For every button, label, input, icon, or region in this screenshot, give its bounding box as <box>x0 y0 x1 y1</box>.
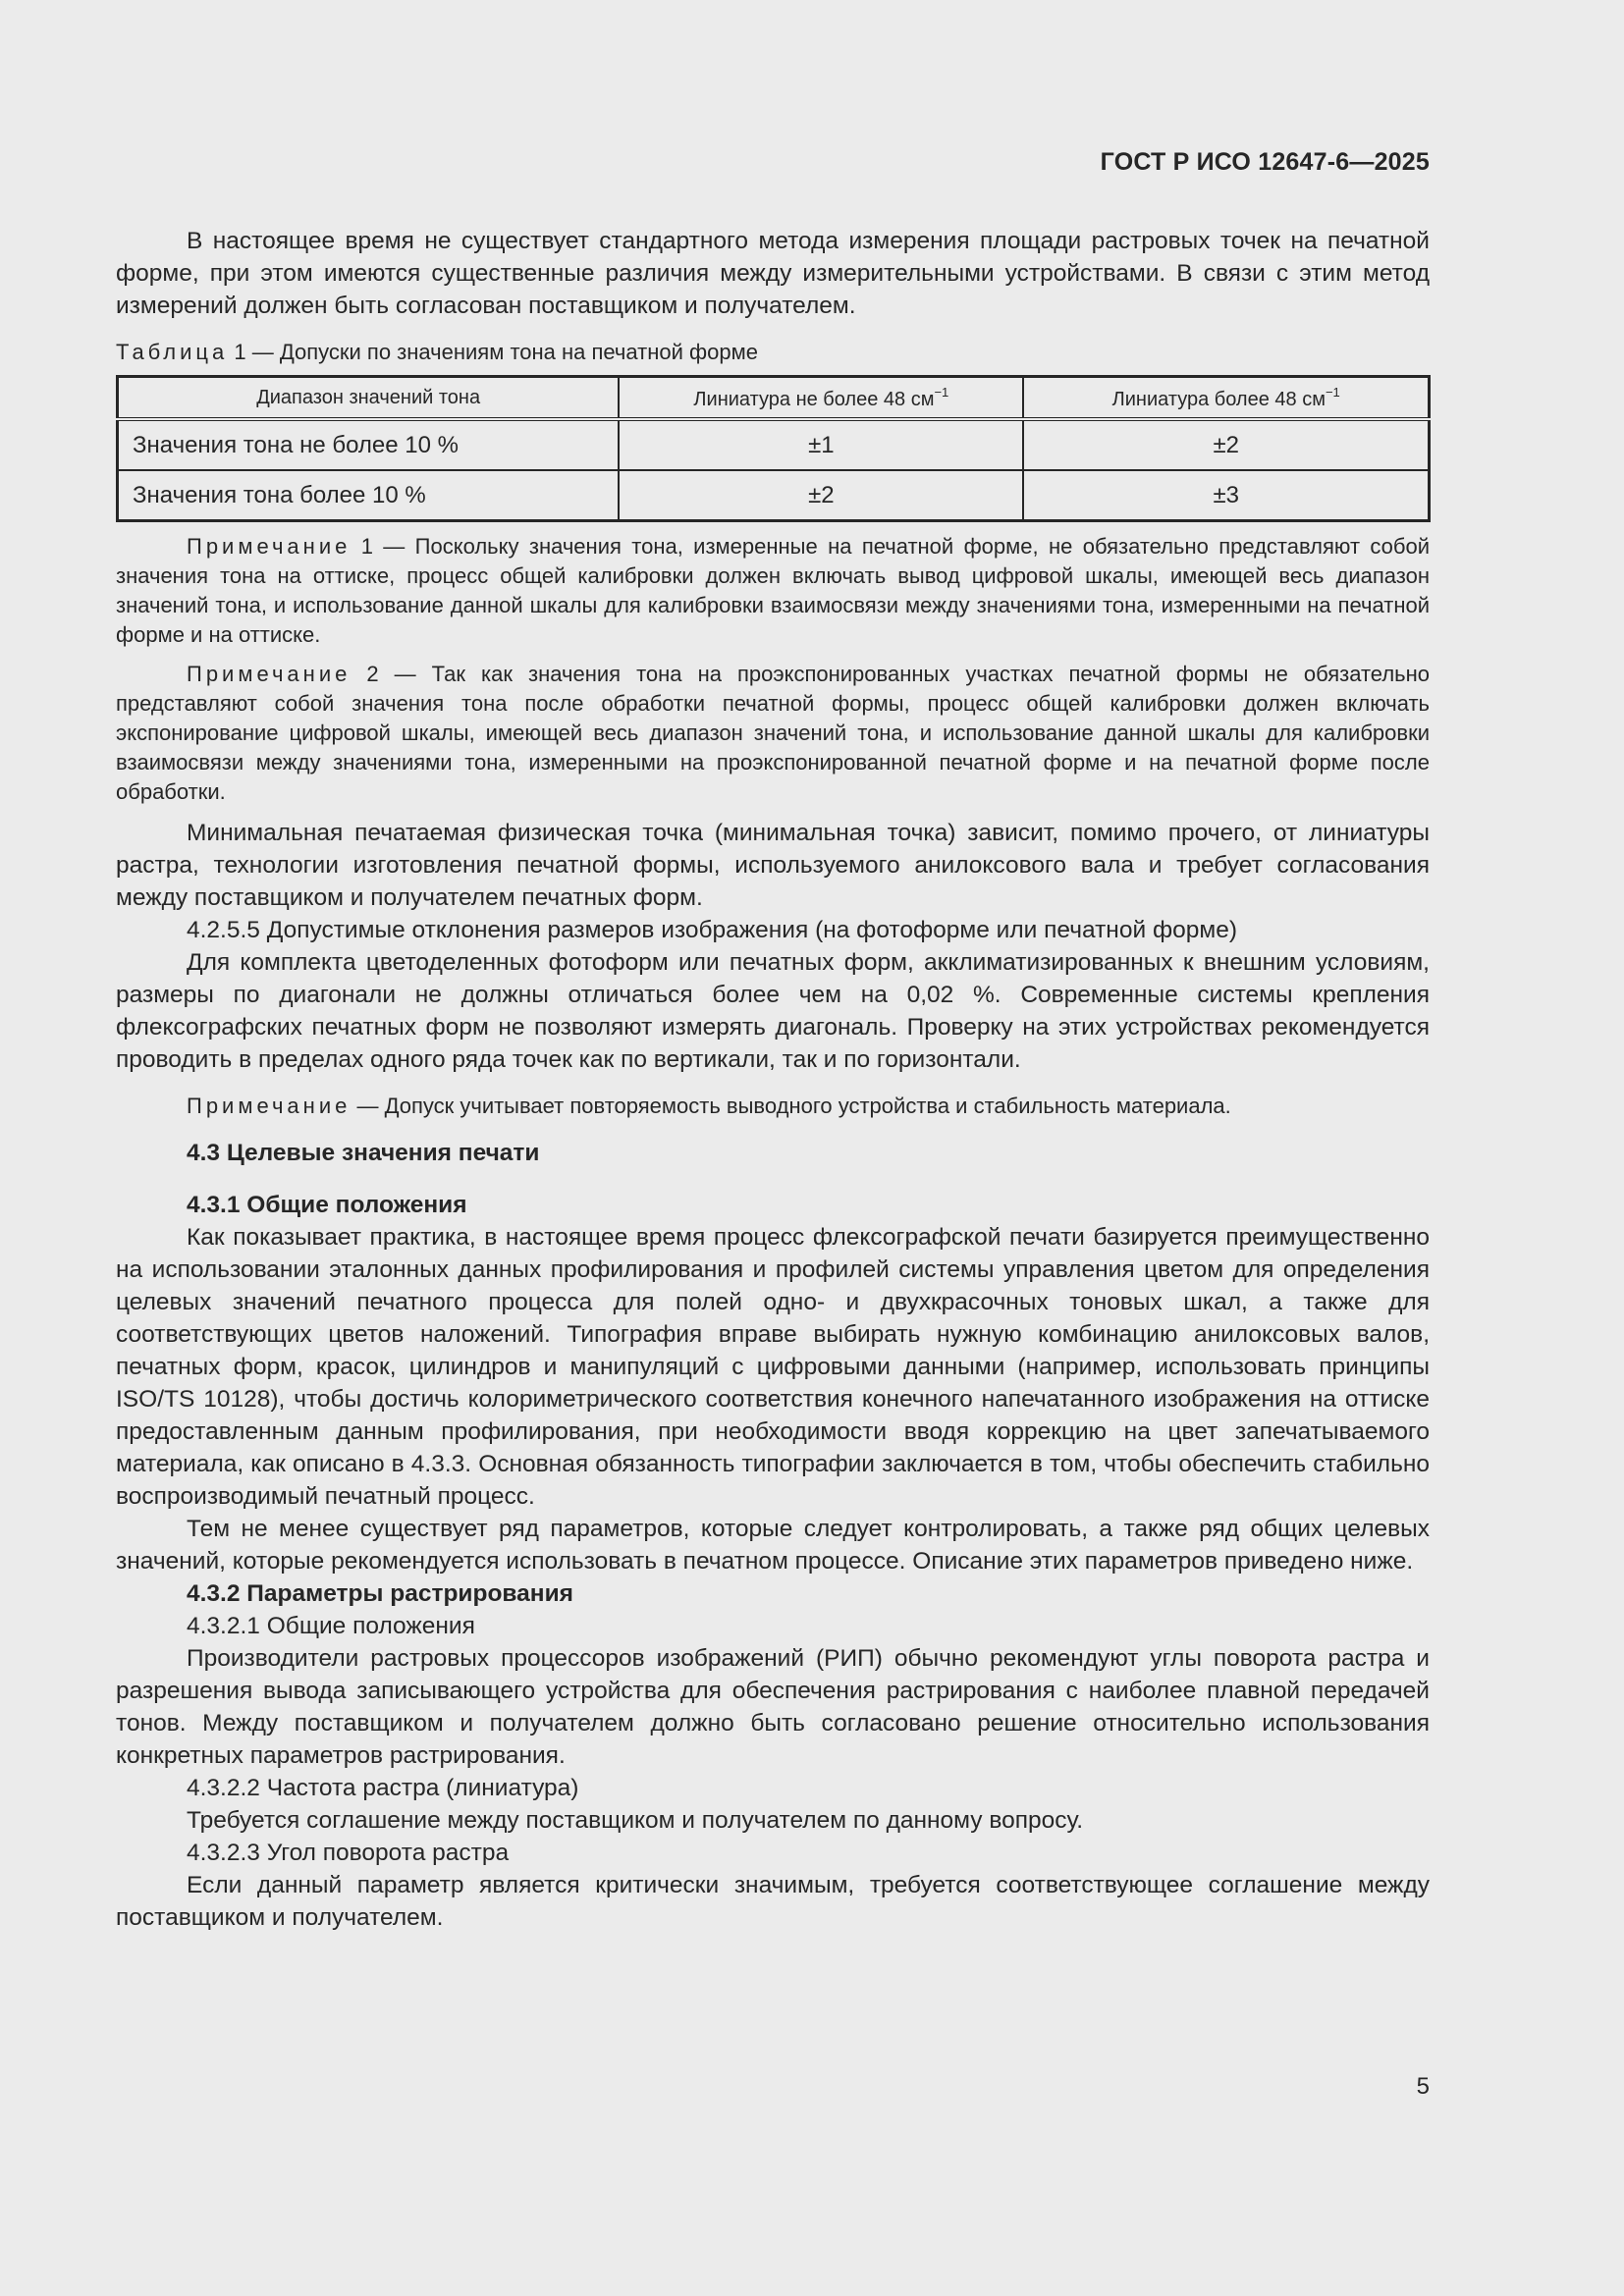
table-cell: ±3 <box>1023 470 1429 521</box>
heading-4-3-2: 4.3.2 Параметры растрирования <box>187 1580 573 1607</box>
table-header-cell <box>1023 377 1429 420</box>
note-2 <box>116 660 1430 807</box>
min-dot-paragraph: Минимальная печатаемая физическая точка (минимальная точка) зависит, помимо прочего, от линиатуры растра, технологии изготовления печатной формы, используемого анилоксового вала и требует согласования между поставщиком и получателем печатных форм. <box>116 820 1430 911</box>
superscript: −1 <box>1325 384 1340 400</box>
table-caption-text: 1 — Допуски по значениям тона на печатной форме <box>228 340 758 364</box>
document-header: ГОСТ Р ИСО 12647-6—2025 <box>1100 148 1430 176</box>
heading-4-3-2-1: 4.3.2.1 Общие положения <box>187 1613 475 1639</box>
superscript: −1 <box>934 384 949 400</box>
table-header-row <box>118 377 1430 420</box>
table-header-cell: Диапазон значений тона <box>118 377 620 420</box>
paragraph-4-3-1-a: Как показывает практика, в настоящее время процесс флексографской печати базируется преимущественно на использовании эталонных данных профилирования и профилей системы управления цветом для определения целевых значений печатного процесса для полей одно- и двухкрасочных тоновых шкал, а также для соответствующих цветов наложений. Типография вправе выбирать нужную комбинацию анилоксовых валов, печатных форм, красок, цилиндров и манипуляций с цифровыми данными (например, использовать принципы ISO/TS 10128), чтобы достичь колориметрического соответствия конечного напечатанного изображения на оттиске предоставленным данным профилирования, при необходимости вводя коррекцию на цвет запечатываемого материала, как описано в 4.3.3. Основная обязанность типографии заключается в том, чтобы обеспечить стабильно воспроизводимый печатный процесс. <box>116 1224 1430 1510</box>
note-text: 2 — Так как значения тона на проэкспонированных участках печатной формы не обязательно представляют собой значения тона после обработки печатной формы, процесс общей калибровки должен включать экспонирование цифровой шкалы, имеющей весь диапазон значений тона, и использование данной шкалы для калибровки взаимосвязи между значениями тона, измеренными на проэкспонированной печатной форме и на печатной форме после обработки. <box>116 662 1430 804</box>
note-label: Примечание <box>187 534 352 559</box>
table-header-text: Линиатура более 48 см <box>1111 388 1326 410</box>
note-label: Примечание <box>187 662 352 686</box>
page-number: 5 <box>1416 2073 1430 2100</box>
note-3 <box>116 1092 1430 1121</box>
paragraph-4-3-1-b: Тем не менее существует ряд параметров, которые следует контролировать, а также ряд общих целевых значений, которые рекомендуется использовать в печатном процессе. Описание этих параметров приведено ниже. <box>116 1516 1430 1575</box>
heading-4-3-1: 4.3.1 Общие положения <box>187 1192 467 1218</box>
heading-4-3: 4.3 Целевые значения печати <box>187 1140 540 1166</box>
note-1 <box>116 532 1430 650</box>
table-row <box>118 470 1430 521</box>
intro-paragraph: В настоящее время не существует стандартного метода измерения площади растровых точек на печатной форме, при этом имеются существенные различия между измерительными устройствами. В связи с этим метод измерений должен быть согласован поставщиком и получателем. <box>116 228 1430 319</box>
table-cell: ±2 <box>619 470 1023 521</box>
table-cell: Значения тона более 10 % <box>118 470 620 521</box>
tolerance-table <box>116 375 1431 522</box>
note-text: 1 — Поскольку значения тона, измеренные на печатной форме, не обязательно представляют собой значения тона на оттиске, процесс общей калибровки должен включать вывод цифровой шкалы, имеющей весь диапазон значений тона, и использование данной шкалы для калибровки взаимосвязи между значениями тона, измеренными на печатной форме и на оттиске. <box>116 534 1430 647</box>
table-header-cell <box>619 377 1023 420</box>
paragraph-4-3-2-1: Производители растровых процессоров изображений (РИП) обычно рекомендуют углы поворота растра и разрешения вывода записывающего устройства для обеспечения растрирования с наиболее плавной передачей тонов. Между поставщиком и получателем должно быть согласовано решение относительно использования конкретных параметров растрирования. <box>116 1645 1430 1769</box>
heading-4-3-2-3: 4.3.2.3 Угол поворота растра <box>187 1840 510 1866</box>
table-cell: Значения тона не более 10 % <box>118 419 620 470</box>
note-text: — Допуск учитывает повторяемость выводного устройства и стабильность материала. <box>351 1094 1231 1118</box>
table-cell: ±1 <box>619 419 1023 470</box>
table-caption <box>116 338 1430 367</box>
table-row <box>118 419 1430 470</box>
paragraph-4-3-2-3: Если данный параметр является критически значимым, требуется соответствующее соглашение между поставщиком и получателем. <box>116 1872 1430 1931</box>
table-header-text: Линиатура не более 48 см <box>693 388 935 410</box>
table-caption-prefix: Таблица <box>116 340 229 364</box>
table-cell: ±2 <box>1023 419 1429 470</box>
paragraph-4-2-5-5: Для комплекта цветоделенных фотоформ или печатных форм, акклиматизированных к внешним условиям, размеры по диагонали не должны отличаться более чем на 0,02 %. Современные системы крепления флексографских печатных форм не позволяют измерять диагональ. Проверку на этих устройствах рекомендуется проводить в пределах одного ряда точек как по вертикали, так и по горизонтали. <box>116 949 1430 1073</box>
heading-4-2-5-5: 4.2.5.5 Допустимые отклонения размеров изображения (на фотоформе или печатной форме) <box>187 917 1237 943</box>
heading-4-3-2-2: 4.3.2.2 Частота растра (линиатура) <box>187 1775 579 1801</box>
paragraph-4-3-2-2: Требуется соглашение между поставщиком и получателем по данному вопросу. <box>187 1807 1084 1834</box>
page-content <box>116 225 1430 1934</box>
note-label: Примечание <box>187 1094 352 1118</box>
